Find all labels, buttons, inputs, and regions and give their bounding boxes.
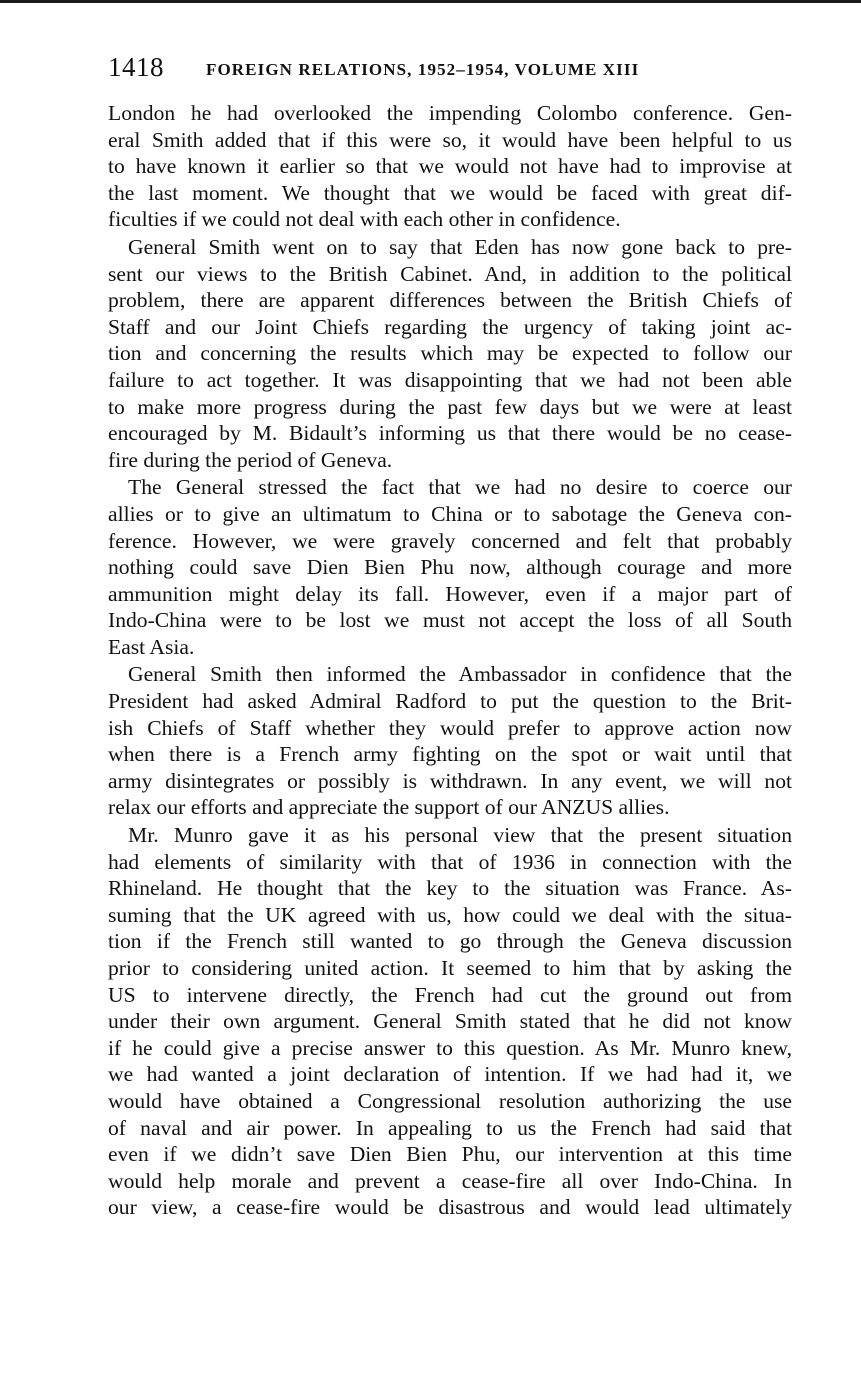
text-line: fire during the period of Geneva.: [108, 447, 393, 472]
text-line: The General stressed the fact that we had no desire to coerce our: [128, 475, 792, 500]
page-header: [108, 52, 792, 84]
text-line: we had wanted a joint declaration of intention. If we had had it, we: [108, 1062, 792, 1087]
paragraph-1: [108, 100, 792, 233]
text-line: nothing could save Dien Bien Phu now, although courage and more: [108, 555, 792, 580]
text-line: General Smith went on to say that Eden has now gone back to pre-: [128, 234, 792, 259]
text-line: even if we didn’t save Dien Bien Phu, our intervention at this time: [108, 1142, 792, 1167]
text-line: our view, a cease-fire would be disastrous and would lead ultimately: [108, 1195, 792, 1220]
text-line: ammunition might delay its fall. However, even if a major part of: [108, 581, 792, 606]
text-line: Mr. Munro gave it as his personal view that the present situation: [128, 823, 792, 848]
text-line: would have obtained a Congressional resolution authorizing the use: [108, 1088, 792, 1113]
text-line: failure to act together. It was disappointing that we had not been able: [108, 367, 792, 392]
text-line: under their own argument. General Smith stated that he did not know: [108, 1009, 792, 1034]
paragraph-2: [108, 234, 792, 473]
text-line: General Smith then informed the Ambassador in confidence that the: [128, 662, 792, 687]
text-line: prior to considering united action. It seemed to him that by asking the: [108, 956, 792, 980]
top-edge-rule: [0, 0, 861, 3]
body-text: [108, 100, 792, 1221]
text-line: Rhineland. He thought that the key to the situation was France. As-: [108, 876, 792, 901]
text-line: had elements of similarity with that of 1936 in connection with the: [108, 849, 792, 874]
text-line: would help morale and prevent a cease-fire all over Indo-China. In: [108, 1168, 792, 1193]
text-line: London he had overlooked the impending Colombo conference. Gen-: [108, 101, 792, 125]
text-line: eral Smith added that if this were so, it would have been helpful to us: [108, 127, 792, 152]
text-line: tion and concerning the results which may be expected to follow our: [108, 341, 792, 366]
page-number: 1418: [108, 52, 164, 82]
text-line: US to intervene directly, the French had cut the ground out from: [108, 982, 792, 1007]
text-line: Indo-China were to be lost we must not accept the loss of all South: [108, 608, 792, 633]
text-line: ish Chiefs of Staff whether they would prefer to approve action now: [108, 715, 792, 740]
text-line: tion if the French still wanted to go through the Geneva discussion: [108, 929, 792, 954]
text-line: suming that the UK agreed with us, how could we deal with the situa-: [108, 902, 792, 927]
text-line: if he could give a precise answer to this question. As Mr. Munro knew,: [108, 1035, 792, 1060]
text-line: to have known it earlier so that we would not have had to improvise at: [108, 154, 792, 179]
text-line: ficulties if we could not deal with each other in confidence.: [108, 207, 621, 232]
text-line: East Asia.: [108, 634, 195, 659]
text-line: President had asked Admiral Radford to put the question to the Brit-: [108, 689, 792, 714]
text-line: sent our views to the British Cabinet. And, in addition to the political: [108, 261, 792, 286]
text-line: when there is a French army fighting on the spot or wait until that: [108, 742, 792, 767]
text-line: relax our efforts and appreciate the support of our ANZUS allies.: [108, 795, 670, 820]
text-line: the last moment. We thought that we would be faced with great dif-: [108, 180, 792, 205]
text-line: encouraged by M. Bidault’s informing us that there would be no cease-: [108, 421, 792, 446]
text-line: allies or to give an ultimatum to China or to sabotage the Geneva con-: [108, 501, 792, 526]
text-line: ference. However, we were gravely concerned and felt that probably: [108, 528, 792, 553]
paragraph-4: [108, 661, 792, 821]
text-line: of naval and air power. In appealing to us the French had said that: [108, 1115, 792, 1140]
paragraph-5: [108, 822, 792, 1221]
running-head: FOREIGN RELATIONS, 1952–1954, VOLUME XIII: [206, 60, 640, 79]
text-line: problem, there are apparent differences between the British Chiefs of: [108, 288, 792, 313]
text-line: to make more progress during the past few days but we were at least: [108, 394, 792, 419]
text-line: Staff and our Joint Chiefs regarding the urgency of taking joint ac-: [108, 314, 792, 339]
text-line: army disintegrates or possibly is withdrawn. In any event, we will not: [108, 768, 792, 793]
paragraph-3: [108, 474, 792, 660]
